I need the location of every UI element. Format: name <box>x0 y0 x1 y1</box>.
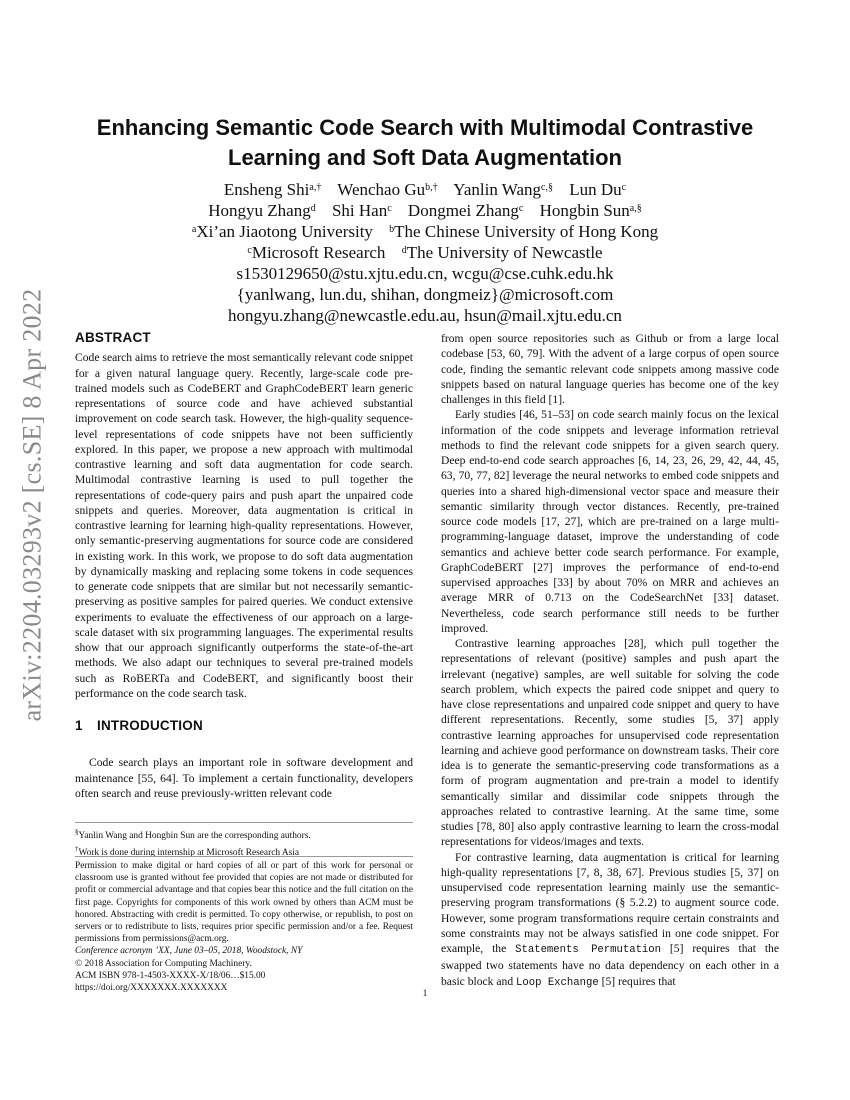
abstract-heading: ABSTRACT <box>75 330 151 345</box>
affiliation-mark: c <box>247 245 252 256</box>
affiliation-line-2 <box>75 242 775 263</box>
isbn-line: ACM ISBN 978-1-4503-XXXX-X/18/06…$15.00 <box>75 970 266 981</box>
email-line-1: s1530129650@stu.xjtu.edu.cn, wcgu@cse.cuhk.edu.hk <box>236 264 614 283</box>
author-affiliation-mark: d <box>310 203 316 214</box>
abstract-text: Code search aims to retrieve the most semantically relevant code snippet for a given natural language query. Recently, large-scale code pre-trained models such as CodeBERT and GraphCodeBERT learn generic representations of source code and have achieved substantial improvement on code search task. However, the high-quality sequence-level representations of code snippets have not been sufficiently explored. In this paper, we propose a new approach with multimodal contrastive learning and soft data augmentation for code search. Multimodal contrastive learning is used to pull together the representations of code-query pairs and push apart the unpaired code snippets and queries. Moreover, data augmentation is critical in contrastive learning for learning high-quality representations. However, only semantic-preserving augmentations for source code are considered in existing work. In this work, we propose to do soft data augmentation by dynamically masking and replacing some tokens in code sequences to generate code snippets that are similar but not necessarily semantic-preserving as positive samples for paired queries. We conduct extensive experiments to evaluate the effectiveness of our approach on a large-scale dataset with six programming languages. The experimental results show that our approach significantly outperforms the state-of-the-art methods. We also adapt our techniques to several pre-trained models such as RoBERTa and CodeBERT, and significantly boost their performance on the code search task. <box>75 351 413 700</box>
author-affiliation-mark: c <box>387 203 392 214</box>
title-line-1: Enhancing Semantic Code Search with Multimodal Contrastive <box>96 115 754 140</box>
footnotes <box>75 822 413 859</box>
author-line-1 <box>75 179 775 200</box>
intro-paragraph-2: Early studies [46, 51–53] on code search mainly focus on the lexical information of the code snippets and leverage information retrieval methods to find the relevant code snippets for a given search query. Deep end-to-end code search approaches [6, 14, 23, 26, 29, 42, 44, 45, 63, 70, 77, 82] leverage the neural networks to embed code snippets and queries into a shared high-dimensional vector space and measure their semantic similarity through vector distances. Recently, pre-trained source code models [17, 27], which are pre-trained on a large multi-programming-language dataset, improve the understanding of code semantics and achieve better code search performance. For example, GraphCodeBERT [27] improves the performance of end-to-end supervised approaches [33] by about 70% on MRR and achieves an average MRR of 0.713 on the CodeSearchNet [33] dataset. Nevertheless, code search performance still needs to be further improved. <box>441 408 779 635</box>
title-line-2: Learning and Soft Data Augmentation <box>228 145 622 170</box>
affiliation-mark: b <box>389 224 395 235</box>
footnote-text: Work is done during internship at Microsoft Research Asia <box>78 847 300 858</box>
author-affiliation-mark: c <box>518 203 524 214</box>
author-line-2 <box>75 200 775 221</box>
paragraph-text: [5] requires that <box>601 974 676 988</box>
author-name: Shi Han <box>331 201 388 220</box>
email-line-3: hongyu.zhang@newcastle.edu.au, hsun@mail.xjtu.edu.cn <box>228 306 622 325</box>
footnote-mark: † <box>75 844 79 853</box>
author-name: Hongbin Sun <box>539 201 630 220</box>
author-affiliation-mark: c,§ <box>541 182 553 193</box>
affiliation-name: Xi’an Jiaotong University <box>196 222 373 241</box>
paper-title <box>75 113 775 173</box>
arxiv-identifier-text: arXiv:2204.03293v2 [cs.SE] 8 Apr 2022 <box>17 288 46 722</box>
author-name: Yanlin Wang <box>453 180 542 199</box>
doi-link[interactable]: https://doi.org/XXXXXXX.XXXXXXX <box>75 983 228 994</box>
copyright-line: © 2018 Association for Computing Machinery. <box>75 958 252 969</box>
author-affiliation-mark: a,§ <box>629 203 642 214</box>
footnote-corresponding <box>75 826 413 843</box>
author-affiliation-mark: c <box>621 182 627 193</box>
left-column <box>75 330 413 801</box>
footnote-text: Yanlin Wang and Hongbin Sun are the corresponding authors. <box>78 831 311 842</box>
affiliation-name: Microsoft Research <box>251 243 386 262</box>
affiliation-name: The Chinese University of Hong Kong <box>394 222 659 241</box>
author-name: Wenchao Gu <box>337 180 426 199</box>
page-number: 1 <box>422 989 428 999</box>
section-title: INTRODUCTION <box>97 718 203 733</box>
permission-notice: Permission to make digital or hard copies of all or part of this work for personal or classroom use is granted without fee provided that copies are not made or distributed for profit or commercial advantage and that copies bear this notice and the full citation on the first page. Copyrights for components of this work owned by others than ACM must be honored. Abstracting with credit is permitted. To copy otherwise, or republish, to post on servers or to redistribute to lists, requires prior specific permission and/or a fee. Request permissions from permissions@acm.org. <box>75 861 413 945</box>
author-name: Ensheng Shi <box>223 180 310 199</box>
introduction-heading <box>75 718 413 733</box>
intro-paragraph-1-continued: from open source repositories such as Github or from a large local codebase [53, 60, 79]. With the advent of a large corpus of open source code, finding the semantic relevant code snippets among massive code snippets based on natural language queries has become one of the key challenges in this field [1]. <box>441 332 779 406</box>
footnote-mark: § <box>75 828 79 836</box>
right-column <box>441 331 779 991</box>
email-line-2: {yanlwang, lun.du, shihan, dongmeiz}@microsoft.com <box>236 285 614 304</box>
arxiv-identifier-stamp <box>10 288 54 722</box>
inline-code: Statements Permutation <box>515 944 661 956</box>
paragraph-text: [5] requires that the swapped two statements have no data dependency on each other in a basic block and <box>441 942 779 988</box>
affiliation-mark: a <box>191 224 197 235</box>
copyright-block <box>75 856 413 994</box>
affiliation-line-1 <box>75 221 775 242</box>
affiliation-name: The University of Newcastle <box>406 243 603 262</box>
inline-code: Loop Exchange <box>516 976 599 989</box>
intro-paragraph-4 <box>441 850 779 991</box>
author-name: Lun Du <box>569 180 622 199</box>
author-name: Dongmei Zhang <box>407 201 519 220</box>
author-name: Hongyu Zhang <box>208 201 311 220</box>
conference-line: Conference acronym ’XX, June 03–05, 2018, Woodstock, NY <box>75 946 303 957</box>
author-block <box>75 179 775 326</box>
affiliation-mark: d <box>401 245 407 256</box>
intro-paragraph-1: Code search plays an important role in software development and maintenance [55, 64]. To implement a certain functionality, developers often search and reuse previously-written relevant code <box>75 756 413 800</box>
paragraph-text: For contrastive learning, data augmentation is critical for learning high-quality representations [7, 8, 38, 67]. Previous studies [5, 37] on unsupervised code representation learning mainly use the semantic-preserving program transformations (§ 5.2.2) to augment source code. However, some program transformations require certain constraints and some constraints may not be always satisfied in one code snippet. For example, the <box>441 850 779 955</box>
section-number: 1 <box>75 718 83 733</box>
intro-paragraph-3: Contrastive learning approaches [28], which pull together the representations of relevant (positive) samples and push apart the irrelevant (negative) samples, are well suitable for solving the code search problem, which expects the paired code snippet and query to have close representations and unpaired code snippet and query to have different representations. Recently, some studies [5, 37] apply contrastive learning approaches for unsupervised code representation learning and achieve good performance on downstream tasks. Their core idea is to generate the semantic-preserving code transformations as a form of program augmentation and pre-train a model to identify semantically similar and dissimilar code snippets through the approaches related to contrastive learning. At the same time, some studies [78, 80] also apply contrastive learning to learn the cross-modal representations for videos/images and texts. <box>441 637 779 849</box>
author-affiliation-mark: a,† <box>309 182 322 193</box>
author-affiliation-mark: b,† <box>425 182 438 193</box>
